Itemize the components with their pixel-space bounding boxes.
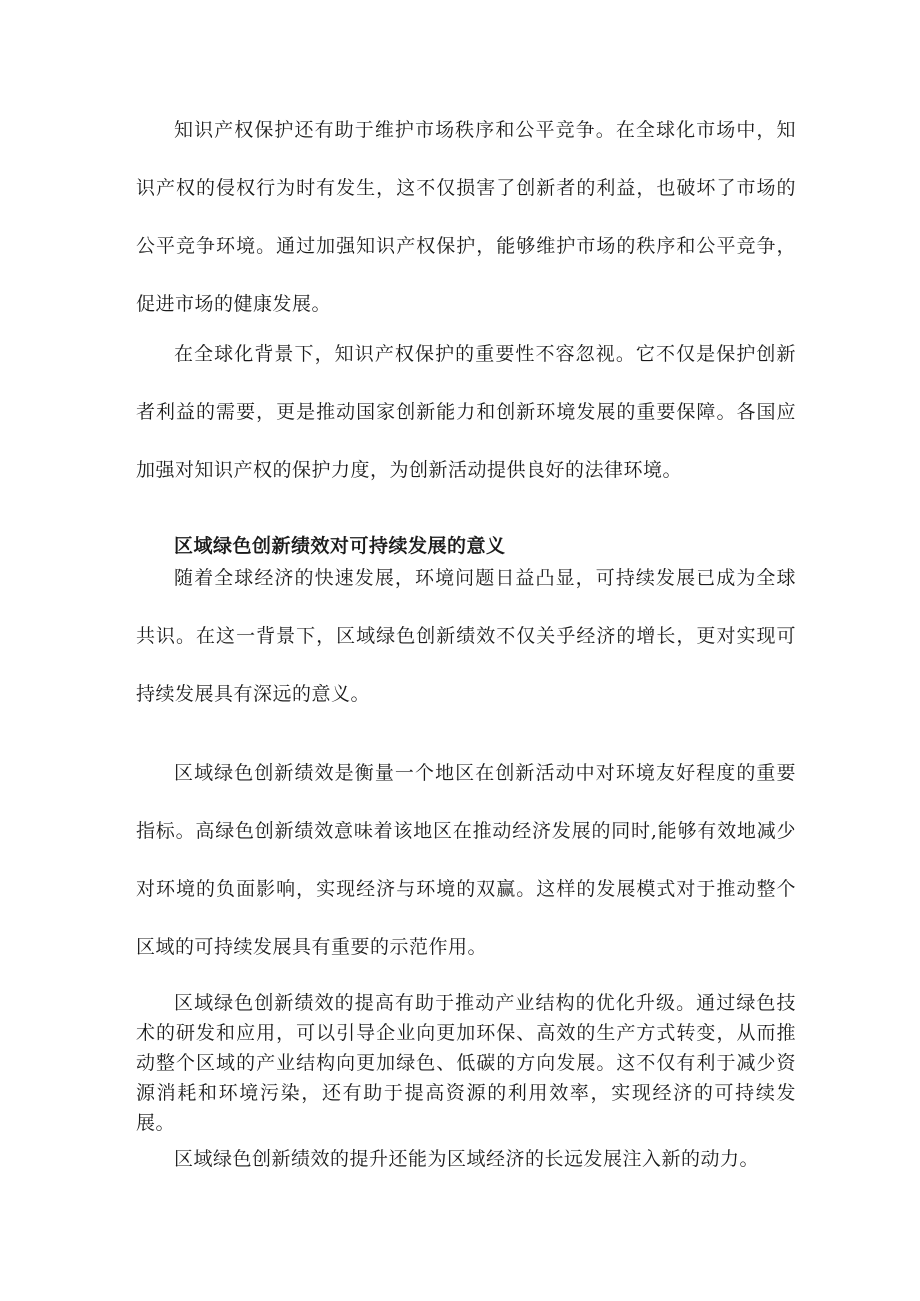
paragraph-industrial-upgrade: 区域绿色创新绩效的提高有助于推动产业结构的优化升级。通过绿色技术的研发和应用，可以引导企业向更加环保、高效的生产方式转变，从而推动整个区域的产业结构向更加绿色、低碳的方向发展。这不仅有利于减少资源消耗和环境污染，还有助于提高资源的利用效率，实现经济的可持续发展。 <box>136 992 796 1134</box>
paragraph-ip-globalization: 在全球化背景下，知识产权保护的重要性不容忽视。它不仅是保护创新者利益的需要，更是推动国家创新能力和创新环境发展的重要保障。各国应加强对知识产权的保护力度，为创新活动提供良好的法律环境。 <box>136 343 796 481</box>
paragraph-green-innovation-indicator: 区域绿色创新绩效是衡量一个地区在创新活动中对环境友好程度的重要指标。高绿色创新绩效意味着该地区在推动经济发展的同时,能够有效地减少对环境的负面影响，实现经济与环境的双赢。这样的发展模式对于推动整个区域的可持续发展具有重要的示范作用。 <box>136 762 796 958</box>
paragraph-new-momentum: 区域绿色创新绩效的提升还能为区域经济的长远发展注入新的动力。 <box>174 1148 760 1170</box>
paragraph-sustainable-background: 随着全球经济的快速发展，环境问题日益凸显，可持续发展已成为全球共识。在这一背景下，区域绿色创新绩效不仅关乎经济的增长，更对实现可持续发展具有深远的意义。 <box>136 567 796 705</box>
paragraph-ip-market-order: 知识产权保护还有助于维护市场秩序和公平竞争。在全球化市场中，知识产权的侵权行为时有发生，这不仅损害了创新者的利益，也破坏了市场的公平竞争环境。通过加强知识产权保护，能够维护市场的秩序和公平竞争，促进市场的健康发展。 <box>136 119 796 315</box>
section-heading: 区域绿色创新绩效对可持续发展的意义 <box>174 535 506 557</box>
